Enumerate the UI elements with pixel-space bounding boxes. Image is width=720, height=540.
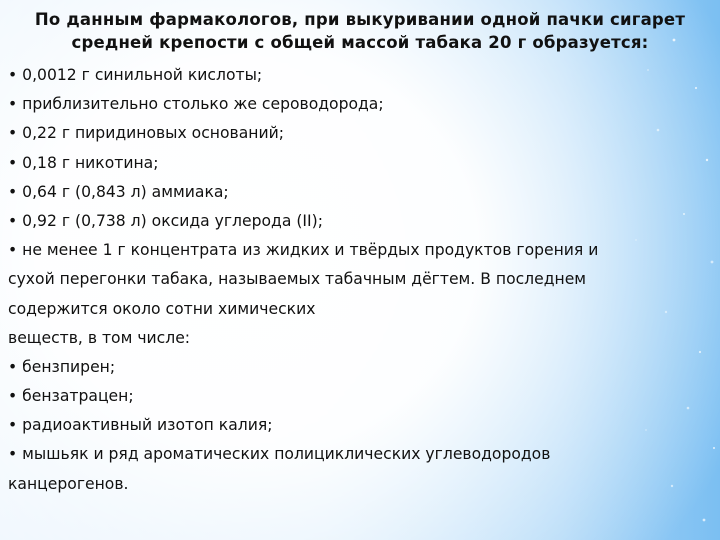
- text-line: • 0,22 г пиридиновых оснований;: [8, 124, 284, 143]
- text-line: • приблизительно столько же сероводорода;: [8, 95, 384, 114]
- text-line: содержится около сотни химических: [8, 299, 316, 318]
- text-line: сухой перегонки табака, называемых табачным дёгтем. В последнем: [8, 270, 587, 289]
- text-line: • бензатрацен;: [8, 387, 134, 406]
- text-line: • 0,92 г (0,738 л) оксида углерода (II);: [8, 211, 323, 230]
- slide-title: По данным фармакологов, при выкуривании одной пачки сигарет средней крепости с общей массой табака 20 г образуется:: [34, 10, 686, 52]
- text-line: • бензпирен;: [8, 357, 116, 376]
- text-line: • 0,64 г (0,843 л) аммиака;: [8, 182, 229, 201]
- text-line: • радиоактивный изотоп калия;: [8, 416, 273, 435]
- text-line: канцерогенов.: [8, 474, 129, 493]
- text-line: • не менее 1 г концентрата из жидких и твёрдых продуктов горения и: [8, 241, 599, 260]
- text-line: • мышьяк и ряд ароматических полициклических углеводородов: [8, 445, 551, 464]
- text-line: веществ, в том числе:: [8, 328, 191, 347]
- text-line: • 0,18 г никотина;: [8, 153, 159, 172]
- text-line: • 0,0012 г синильной кислоты;: [8, 66, 263, 84]
- bullet-list: [8, 61, 708, 499]
